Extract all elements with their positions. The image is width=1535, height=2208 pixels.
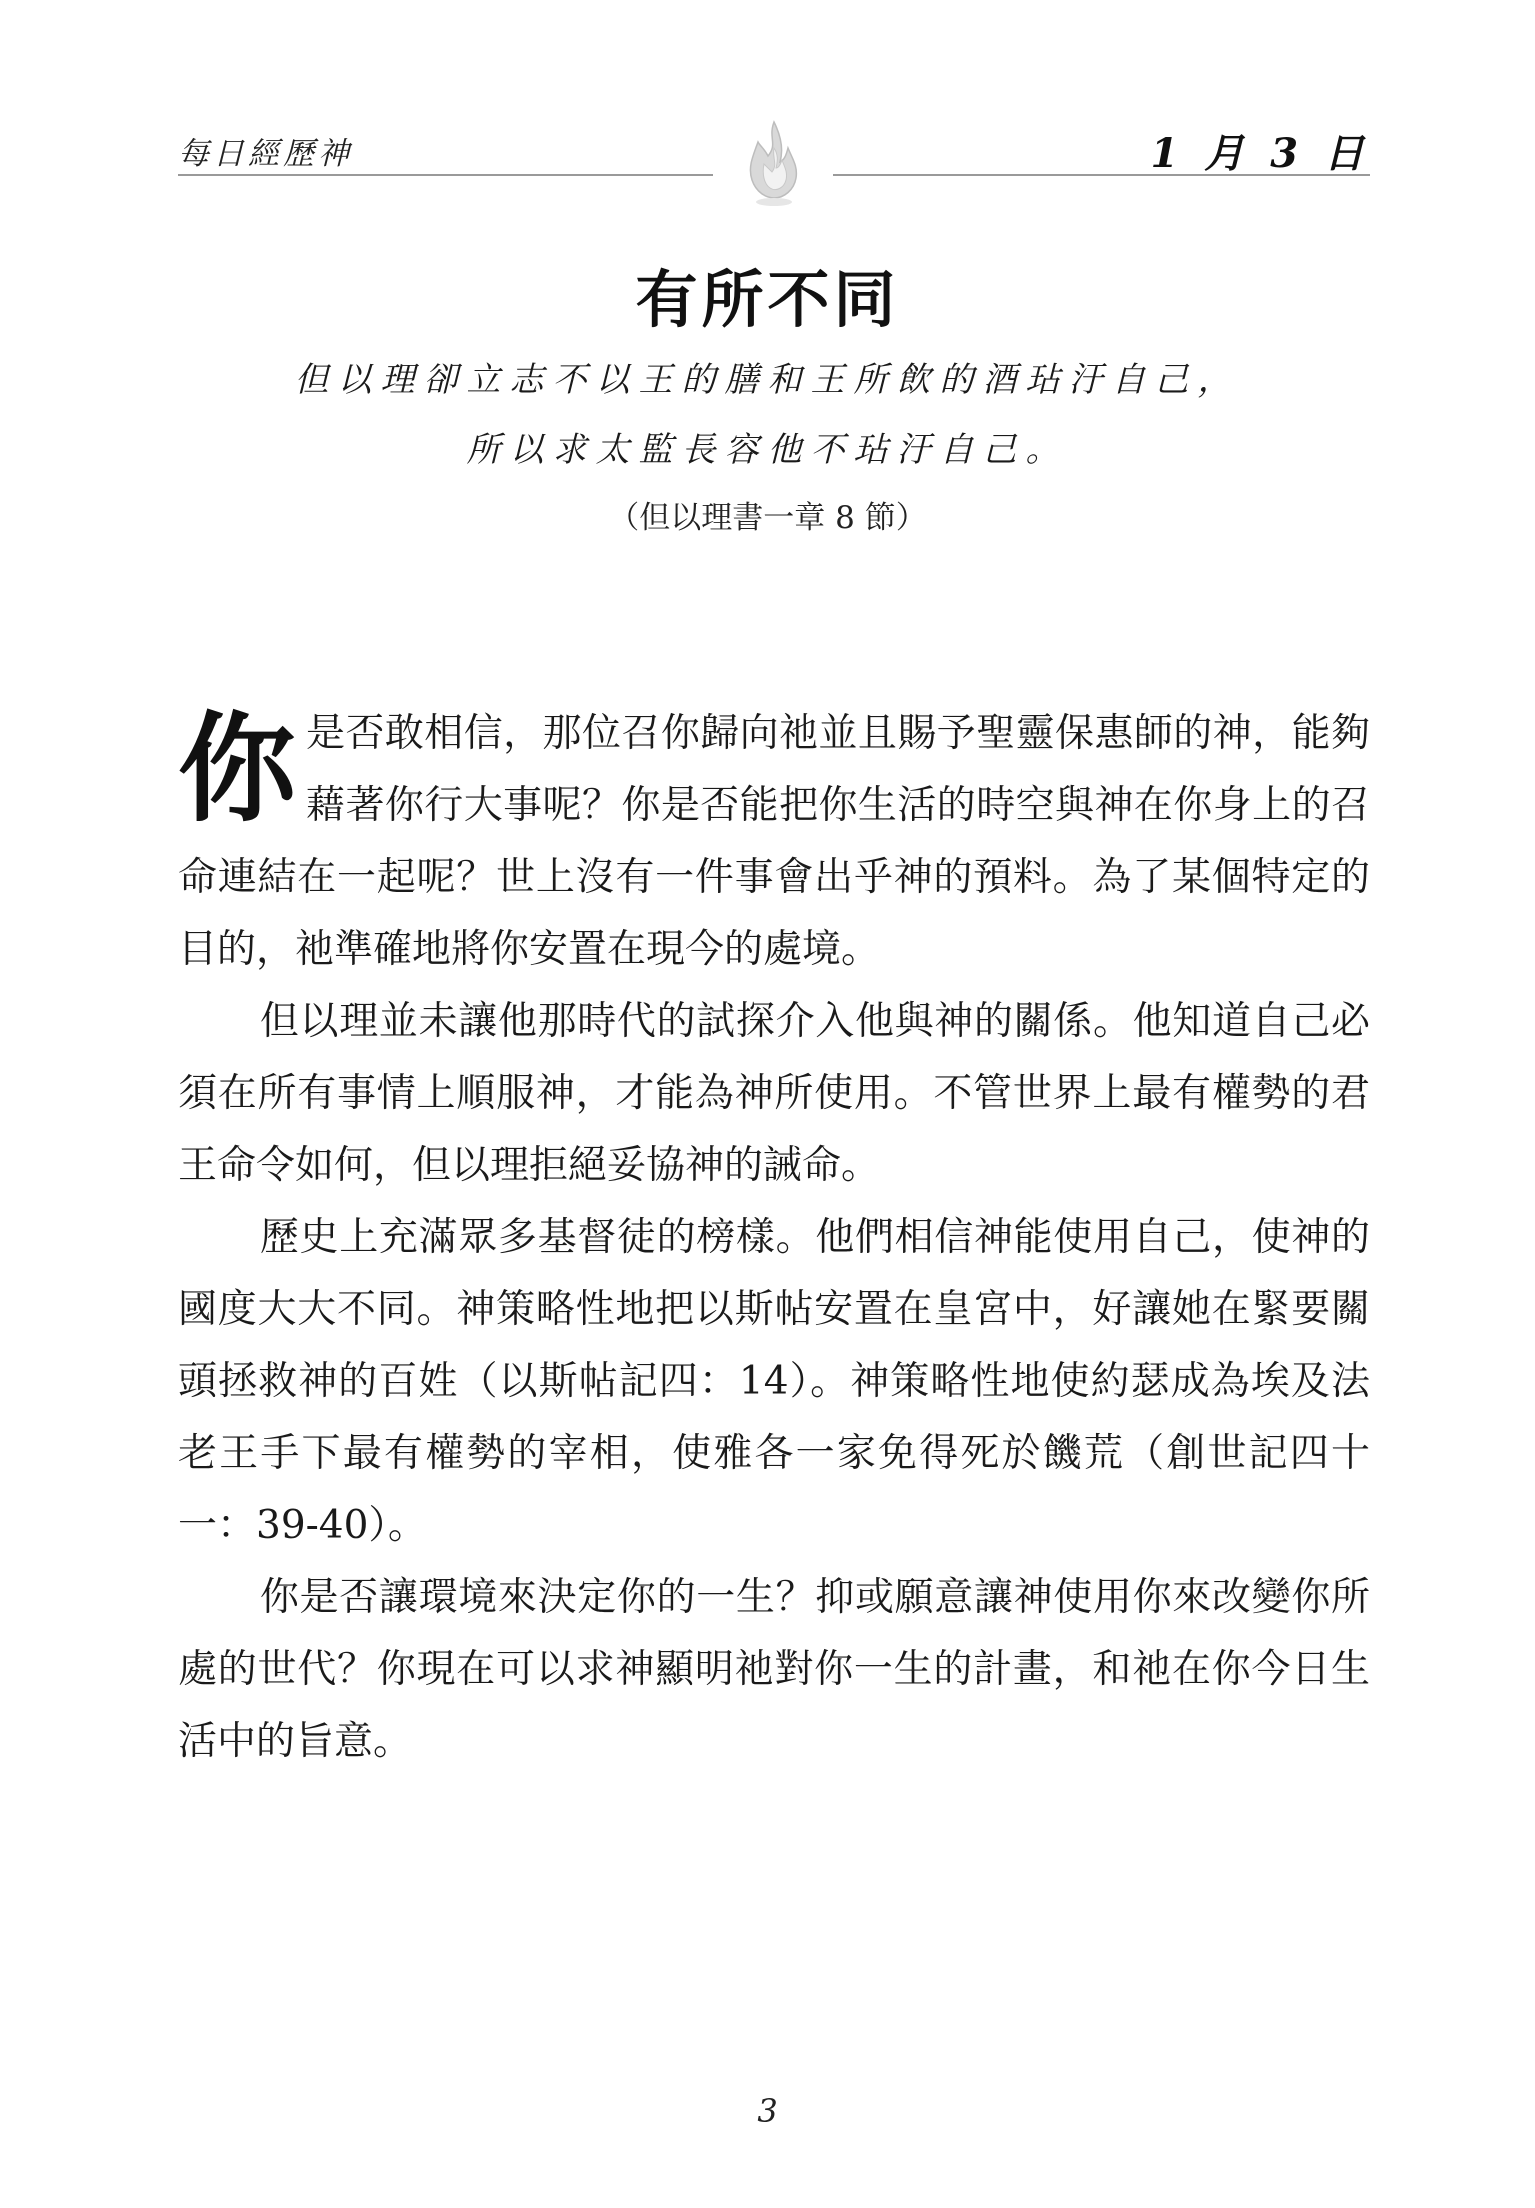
book-title: 每日經歷神 xyxy=(178,136,353,172)
paragraph-3: 歷史上充滿眾多基督徒的榜樣。他們相信神能使用自己，使神的國度大大不同。神策略性地把以斯帖安置在皇宮中，好讓她在緊要關頭拯救神的百姓（以斯帖記四：14）。神策略性地使約瑟成為埃及法老王手下最有權勢的宰相，使雅各一家免得死於饑荒（創世記四十一：39-40）。 xyxy=(178,1215,1370,1548)
verse-line-2: 所以求太監長容他不玷汙自己。 xyxy=(466,430,1069,470)
verse-line-1: 但以理卻立志不以王的膳和王所飲的酒玷汙自己， xyxy=(294,360,1241,400)
paragraph-4: 你是否讓環境來決定你的一生？抑或願意讓神使用你來改變你所處的世代？你現在可以求神顯明祂對你一生的計畫，和祂在你今日生活中的旨意。 xyxy=(178,1575,1370,1764)
drop-cap: 你 xyxy=(178,699,297,838)
flame-icon xyxy=(738,118,810,210)
paragraph-2: 但以理並未讓他那時代的試探介入他與神的關係。他知道自己必須在所有事情上順服神，才能為神所使用。不管世界上最有權勢的君王命令如何，但以理拒絕妥協神的誡命。 xyxy=(178,999,1370,1188)
devotional-title: 有所不同 xyxy=(635,263,900,336)
verse-reference: （但以理書一章 8 節） xyxy=(608,500,927,536)
page-date: 1 月 3 日 xyxy=(1150,130,1370,177)
page-number: 3 xyxy=(757,2092,778,2130)
paragraph-1-text: 是否敢相信，那位召你歸向祂並且賜予聖靈保惠師的神，能夠藉著你行大事呢？你是否能把你生活的時空與神在你身上的召命連結在一起呢？世上沒有一件事會出乎神的預料。為了某個特定的目的，祂準確地將你安置在現今的處境。 xyxy=(178,711,1370,972)
page-header xyxy=(178,118,1370,208)
devotional-body xyxy=(178,698,1370,1778)
paragraph-1 xyxy=(178,698,1370,986)
header-rule-left xyxy=(178,174,713,176)
